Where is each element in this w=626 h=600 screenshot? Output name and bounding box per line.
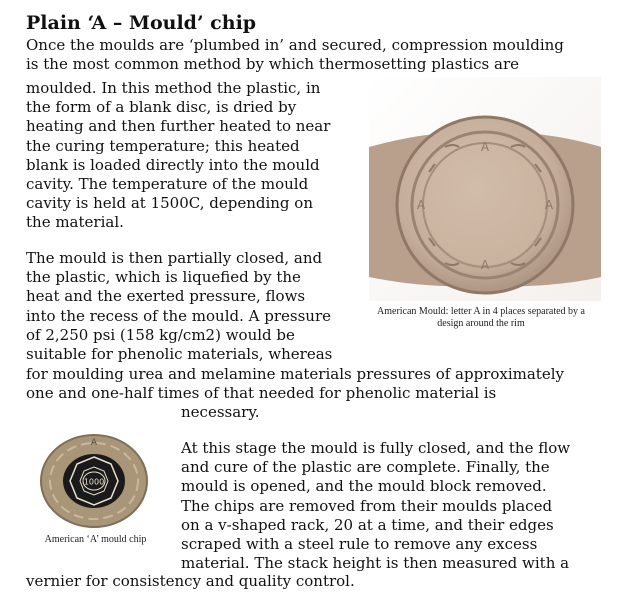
mould-letter-a: A bbox=[480, 140, 490, 154]
paragraph-finishing: At this stage the mould is fully closed, and the flow and cure of the plastic are complete. Finally, the mould is opened, and the mould block removed. The chips are removed from their moulds placed on a v-shaped rack, 20 at a time, and their edges scraped with a steel rule to remove any excess material. The stack height is then measured with a bbox=[181, 439, 571, 573]
paragraph-intro: Once the moulds are ‘plumbed in’ and secured, compression moulding is the most common method by which thermosetting plastics are bbox=[26, 36, 564, 74]
chip-letter-a: A bbox=[90, 438, 98, 448]
svg-text:A: A bbox=[416, 198, 426, 212]
paragraph-finishing-tail: vernier for consistency and quality control. bbox=[26, 572, 355, 590]
mould-caption: American Mould: letter A in 4 places separated by a design around the rim bbox=[377, 306, 585, 329]
mould-chip-photo bbox=[38, 432, 150, 530]
paragraph-moulding-method: moulded. In this method the plastic, in the form of a blank disc, is dried by heating and then further heated to near the curing temperature; this heated blank is loaded directly into the mould cavity. The temperature of the mould cavity is held at 1500C, depending on the material. bbox=[26, 79, 331, 232]
american-mould-photo bbox=[369, 77, 601, 301]
svg-text:A: A bbox=[480, 258, 490, 272]
page-title: Plain ‘A – Mould’ chip bbox=[26, 12, 257, 34]
paragraph-pressure-wide: for moulding urea and melamine materials pressures of approximately one and one-half times of that needed for phenolic material is bbox=[26, 365, 564, 403]
paragraph-pressure-tail: necessary. bbox=[181, 403, 260, 421]
chip-caption: American ‘A’ mould chip bbox=[44, 534, 147, 545]
svg-text:A: A bbox=[544, 198, 554, 212]
paragraph-pressure: The mould is then partially closed, and the plastic, which is liquefied by the heat and the exerted pressure, flows into the recess of the mould. A pressure of 2,250 psi (158 kg/cm2) would be suitable for phenolic materials, whereas bbox=[26, 249, 333, 364]
chip-denomination: 1000 bbox=[83, 477, 105, 487]
